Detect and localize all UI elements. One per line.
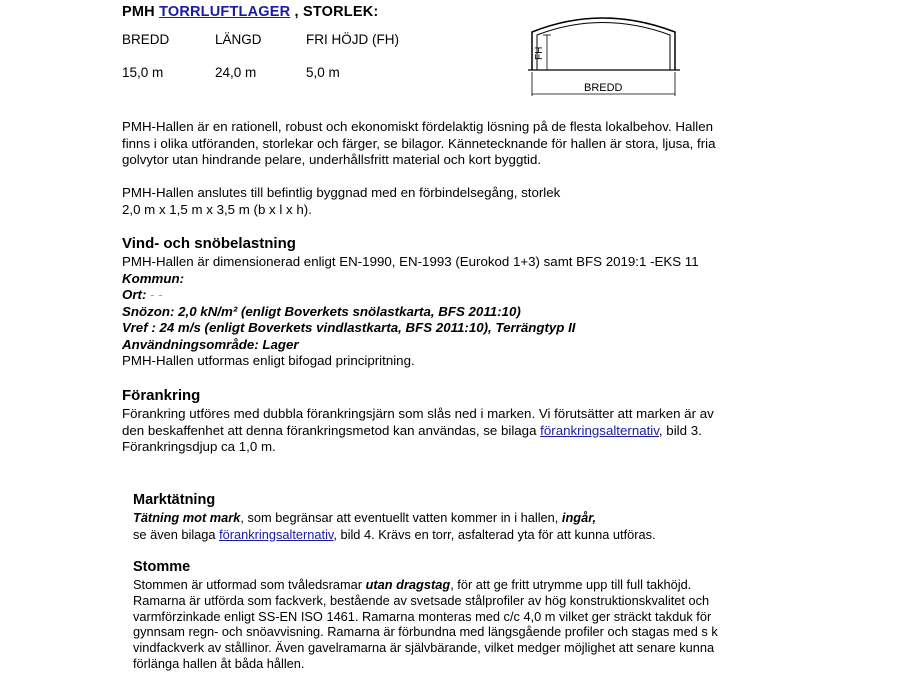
dim-value-langd: 24,0 m <box>215 65 257 80</box>
dim-header-frihojd: FRI HÖJD (FH) <box>306 32 399 47</box>
connect-line: 2,0 m x 1,5 m x 3,5 m (b x l x h). <box>122 201 312 217</box>
mark-bold: Tätning mot mark <box>133 510 241 525</box>
wind-ort: Ort: <box>122 287 147 302</box>
intro-line: golvytor utan hindrande pelare, underhållsfritt material och kort byggtid. <box>122 152 542 167</box>
wind-anvandning: Användningsområde: Lager <box>122 336 299 352</box>
connect-line: PMH-Hallen anslutes till befintlig byggnad med en förbindelsegång, storlek <box>122 185 561 200</box>
stomme-bold: utan dragstag <box>365 577 451 592</box>
dim-header-bredd: BREDD <box>122 32 170 47</box>
fh-label: FH <box>534 46 545 60</box>
dim-header-langd: LÄNGD <box>215 32 262 47</box>
title-link[interactable]: TORRLUFTLAGER <box>159 4 291 20</box>
stomme-line: Ramarna är utförda som fackverk, bestående av svetsade stålprofiler av hög konstruktionskvalitet och <box>133 592 710 608</box>
mark-heading: Marktätning <box>133 492 216 508</box>
mark-link[interactable]: förankringsalternativ <box>219 526 334 542</box>
forankring-heading: Förankring <box>122 387 201 404</box>
hall-section-diagram <box>520 10 690 100</box>
title-suffix: , STORLEK: <box>290 4 379 20</box>
stomme-text: , för att ge fritt utrymme upp till full takhöjd. <box>450 577 692 592</box>
dim-value-bredd: 15,0 m <box>122 65 164 80</box>
stomme-heading: Stomme <box>133 559 191 575</box>
wind-section <box>122 254 699 370</box>
wind-ort-value: - - <box>150 287 163 302</box>
dim-value-frihojd: 5,0 m <box>306 65 340 80</box>
wind-snozon: Snözon: 2,0 kN/m² (enligt Boverkets snölastkarta, BFS 2011:10) <box>122 303 521 319</box>
page-title <box>122 4 378 20</box>
forankring-line: Förankringsdjup ca 1,0 m. <box>122 439 276 454</box>
mark-section <box>133 510 656 543</box>
intro-line: PMH-Hallen är en rationell, robust och ekonomiskt fördelaktig lösning på de flesta lokalbehov. Hallen <box>122 119 714 134</box>
stomme-line: vindfackverk av stållinor. Även gavelramarna är självbärande, vilket medger möjlighet att senare kunna <box>133 640 715 656</box>
mark-line <box>133 510 656 527</box>
wind-ort-row <box>122 287 699 304</box>
stomme-line: gynnsam regn- och snöavvisning. Ramarna är förbundna med längsgående profiler och stagas med s k <box>133 624 718 640</box>
stomme-line: varmförzinkade enligt SS-EN ISO 1461. Ramarna monteras med c/c 4,0 m vilket ger sträckt takduk för <box>133 608 712 624</box>
stomme-section <box>133 577 718 672</box>
wind-heading: Vind- och snöbelastning <box>122 235 296 252</box>
wind-line: PMH-Hallen är dimensionerad enligt EN-1990, EN-1993 (Eurokod 1+3) samt BFS 2019:1 -EKS 11 <box>122 254 699 269</box>
forankring-line <box>122 423 714 440</box>
forankring-section <box>122 406 714 456</box>
forankring-text: den beskaffenhet att denna förankringsmetod kan användas, se bilaga <box>122 422 541 438</box>
mark-bold: ingår, <box>561 510 597 525</box>
hall-outline <box>532 18 675 70</box>
wind-kommun: Kommun: <box>122 270 185 286</box>
connect-paragraph <box>122 185 560 218</box>
mark-text: se även bilaga <box>133 526 220 542</box>
stomme-text: Stommen är utformad som tvåledsramar <box>133 577 366 592</box>
forankring-line: Förankring utföres med dubbla förankringsjärn som slås ned i marken. Vi förutsätter att marken är av <box>122 406 714 421</box>
wind-line: PMH-Hallen utformas enligt bifogad principritning. <box>122 353 415 368</box>
intro-line: finns i olika utföranden, storlekar och färger, se bilagor. Kännetecknande för hallen är stora, ljusa, fria <box>122 135 716 151</box>
bredd-label: BREDD <box>584 82 623 94</box>
stomme-line: förlänga hallen åt båda hållen. <box>133 655 305 671</box>
mark-line <box>133 527 656 544</box>
intro-paragraph <box>122 119 716 169</box>
mark-text: , som begränsar att eventuellt vatten kommer in i hallen, <box>240 510 562 525</box>
title-prefix: PMH <box>122 4 160 20</box>
forankring-text: , bild 3. <box>658 422 702 438</box>
hall-inner-outline <box>537 23 670 71</box>
wind-vref: Vref : 24 m/s (enligt Boverkets vindlastkarta, BFS 2011:10), Terrängtyp II <box>122 320 576 335</box>
mark-text: , bild 4. Krävs en torr, asfalterad yta för att kunna utföras. <box>333 526 656 542</box>
stomme-line <box>133 577 718 593</box>
forankring-link[interactable]: förankringsalternativ <box>540 422 659 438</box>
